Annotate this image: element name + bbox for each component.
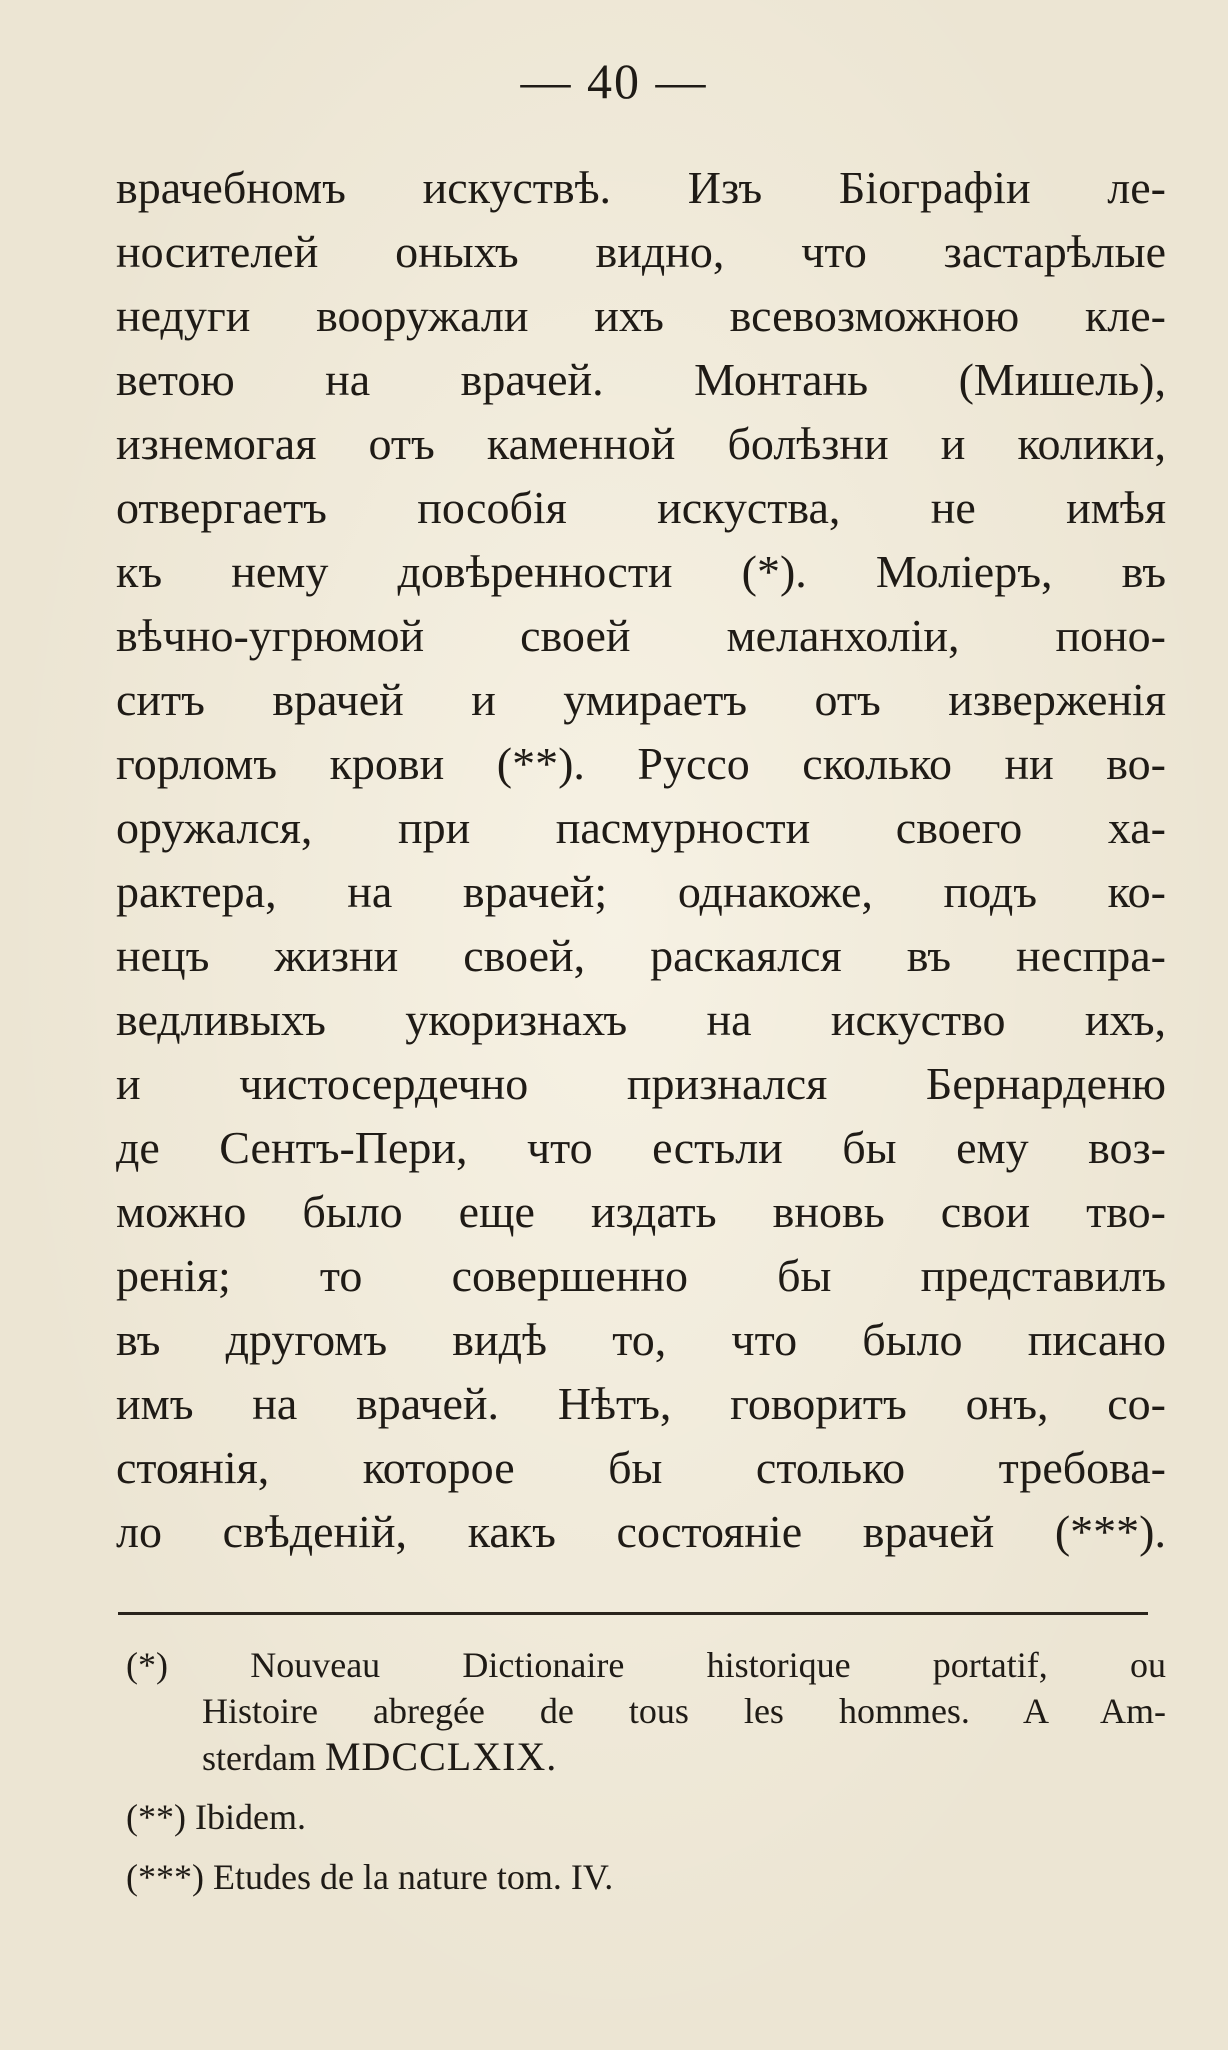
text-line: ло свѣденій, какъ состояніе врачей (***).: [116, 1506, 1166, 1557]
text-line: рактера, на врачей; однакоже, подъ ко-: [116, 866, 1166, 917]
page-number: — 40 —: [520, 53, 708, 109]
footnote-1-year: MDCCLXIX.: [324, 1734, 558, 1779]
text-line: въ другомъ видѣ то, что было писано: [116, 1314, 1166, 1365]
footnote-3: (***) Etudes de la nature tom. IV.: [126, 1857, 614, 1897]
text-line: носителей оныхъ видно, что застарѣлые: [116, 226, 1166, 277]
text-line: можно было еще издать вновь свои тво-: [116, 1186, 1166, 1237]
footnote-1-city: sterdam: [202, 1738, 316, 1778]
footnote-divider: [118, 1612, 1148, 1615]
text-line: и чистосердечно признался Бернарденю: [116, 1058, 1166, 1109]
footnote-2: (**) Ibidem.: [126, 1797, 306, 1837]
text-line: врачебномъ искуствѣ. Изъ Біографіи ле-: [116, 162, 1166, 213]
text-line: ситъ врачей и умираетъ отъ изверженія: [116, 674, 1166, 725]
text-line: отвергаетъ пособія искуства, не имѣя: [116, 482, 1166, 533]
text-line: ведливыхъ укоризнахъ на искуство ихъ,: [116, 994, 1166, 1045]
footnote-1-line-2: Histoire abregée de tous les hommes. A Am-: [202, 1691, 1166, 1731]
text-line: нецъ жизни своей, раскаялся въ неспра-: [116, 930, 1166, 981]
text-line: ветою на врачей. Монтань (Мишель),: [116, 354, 1166, 405]
text-line: вѣчно-угрюмой своей меланхоліи, поно-: [116, 610, 1166, 661]
text-line: къ нему довѣренности (*). Моліеръ, въ: [116, 546, 1166, 597]
text-line: имъ на врачей. Нѣтъ, говоритъ онъ, со-: [116, 1378, 1166, 1429]
text-line: оружался, при пасмурности своего ха-: [116, 802, 1166, 853]
text-line: горломъ крови (**). Руссо сколько ни во-: [116, 738, 1166, 789]
text-line: стоянія, которое бы столько требова-: [116, 1442, 1166, 1493]
footnote-1-line-1: (*) Nouveau Dictionaire historique portatif, ou: [126, 1645, 1166, 1685]
text-line: недуги вооружали ихъ всевозможною кле-: [116, 290, 1166, 341]
text-line: ренія; то совершенно бы представилъ: [116, 1250, 1166, 1301]
body-text: [116, 156, 1166, 1564]
footnote-1-line-3: [126, 1734, 1166, 1780]
footnotes: [126, 1642, 1166, 1900]
text-line: де Сентъ-Пери, что естьли бы ему воз-: [116, 1122, 1166, 1173]
text-line: изнемогая отъ каменной болѣзни и колики,: [116, 418, 1166, 469]
